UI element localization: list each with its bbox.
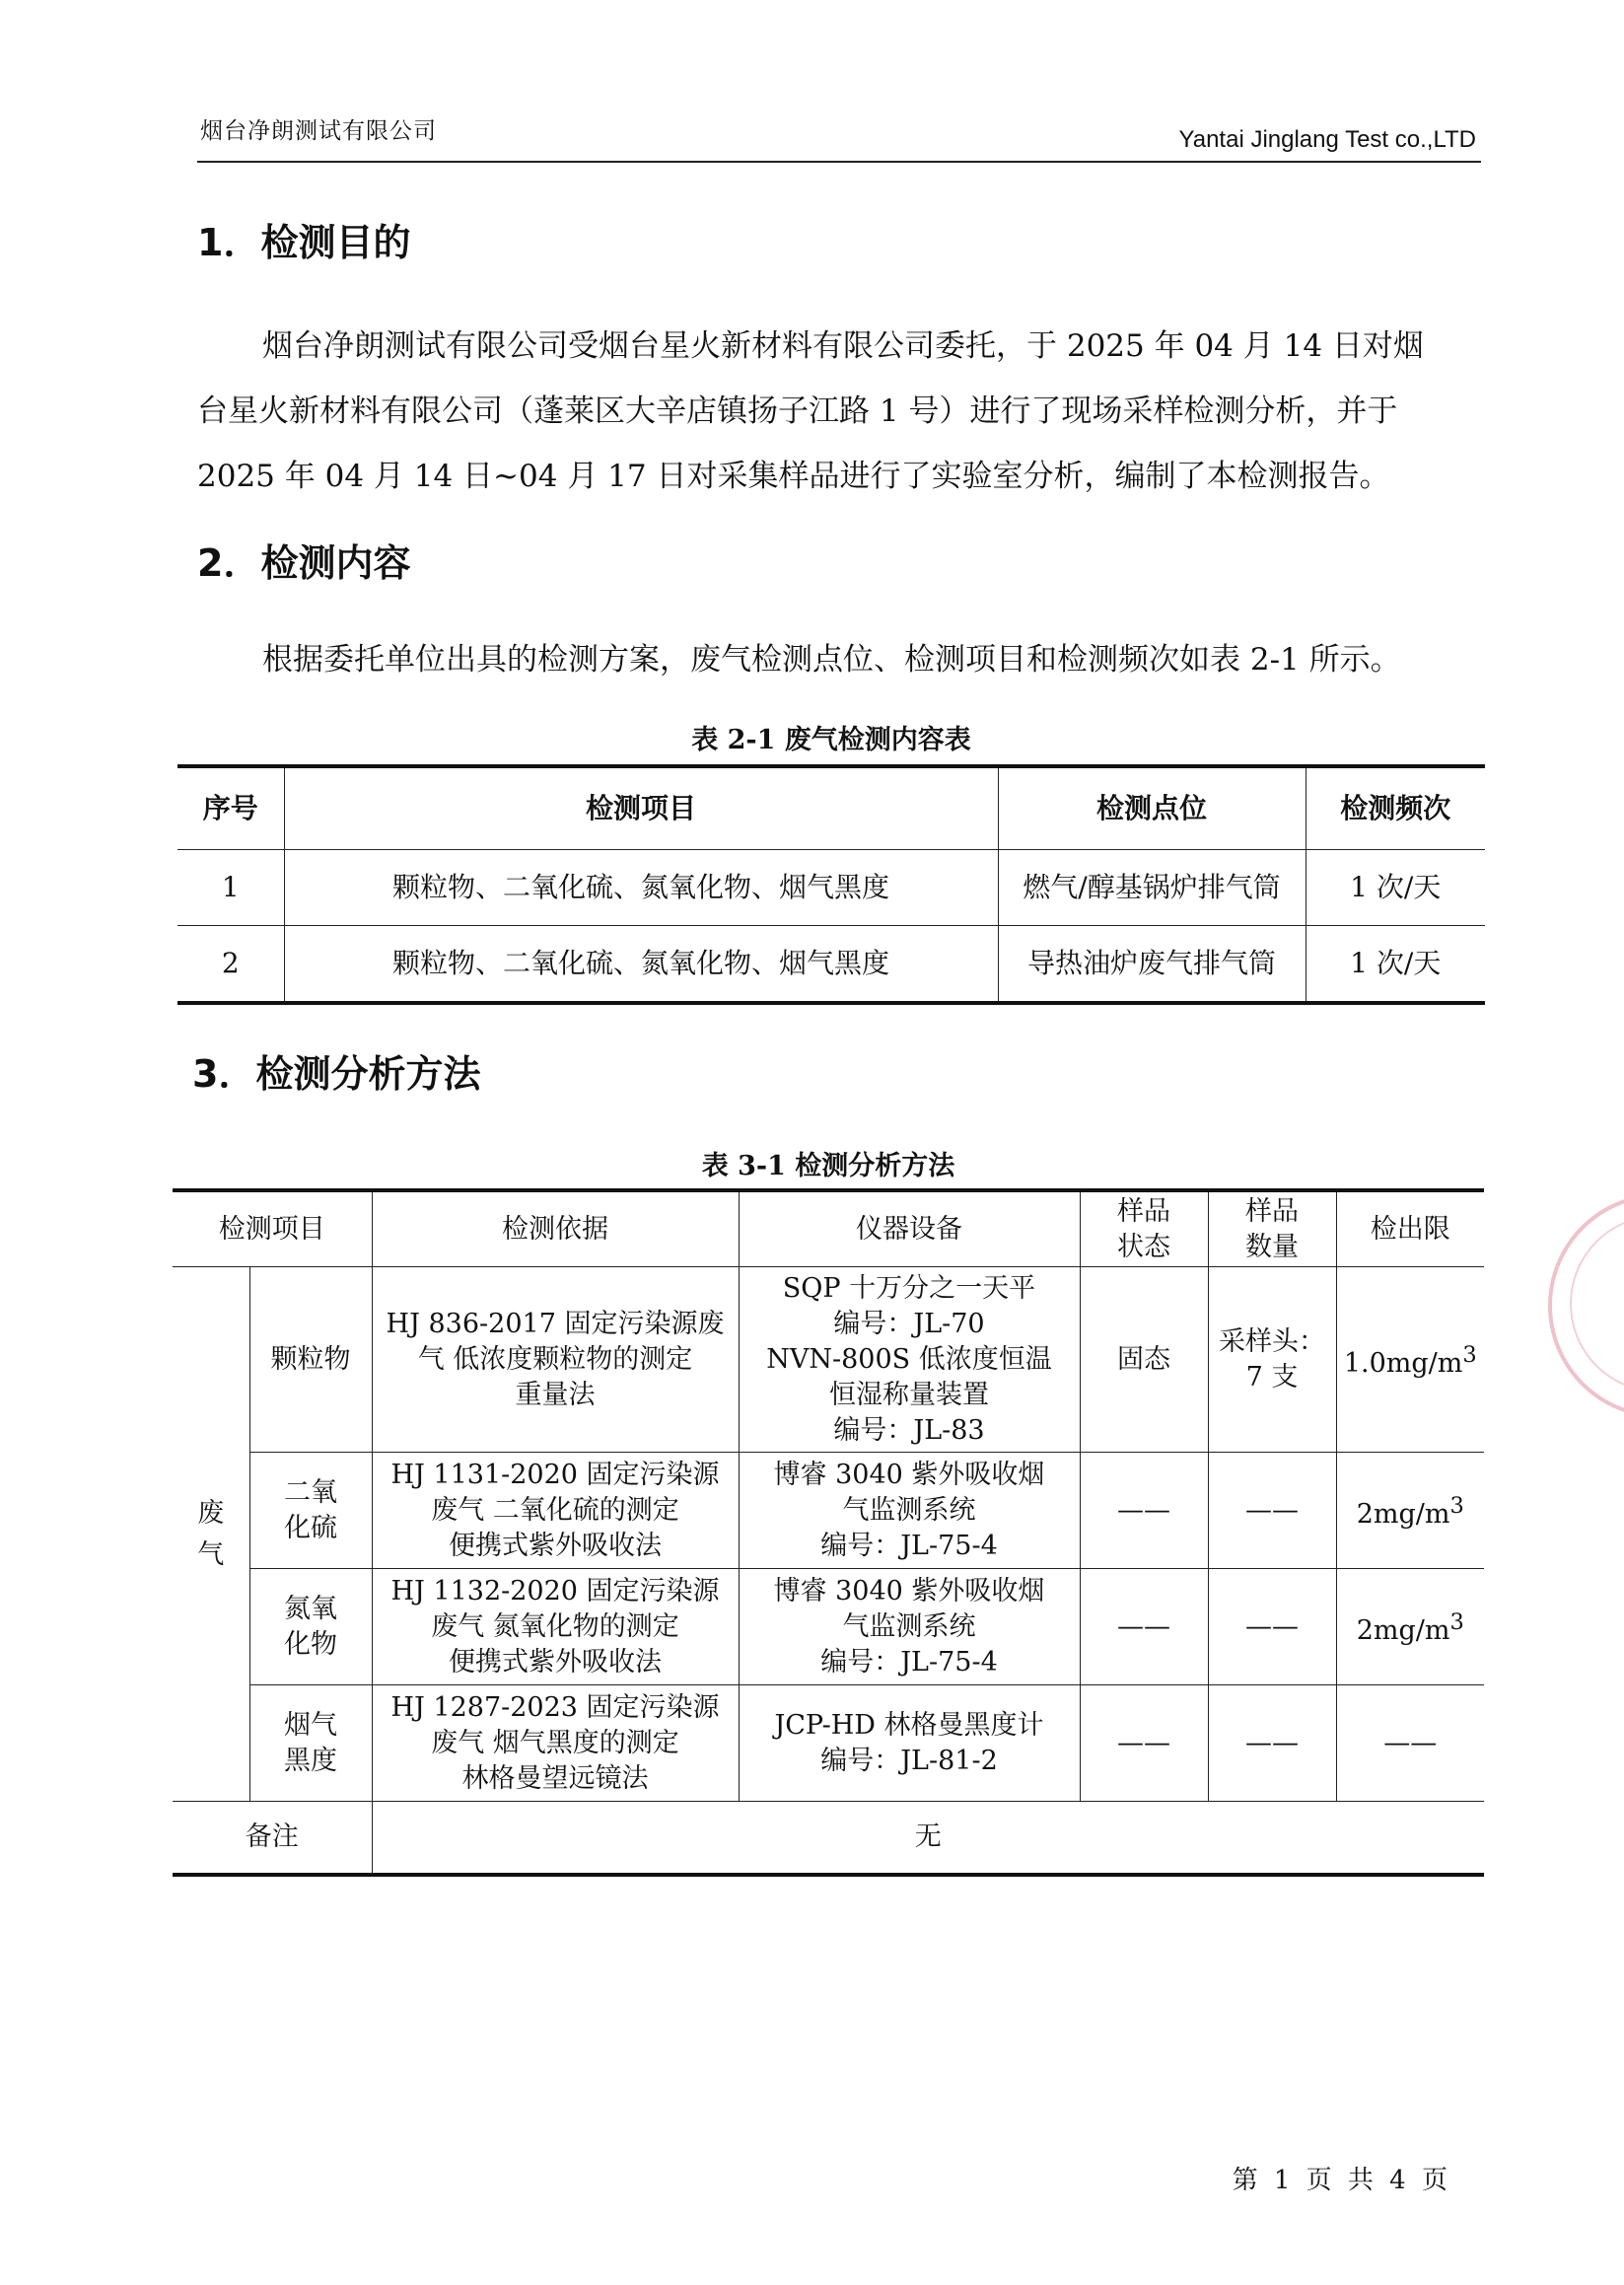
table-row	[173, 1802, 1484, 1875]
table31-header-qty	[1208, 1190, 1336, 1267]
instrument-line: JCP-HD 林格曼黑度计	[774, 1709, 1044, 1741]
item-line: 烟气	[284, 1709, 337, 1741]
instrument-line: NVN-800S 低浓度恒温	[766, 1343, 1052, 1375]
section2-title: 2．检测内容	[197, 541, 411, 585]
section1-title: 1．检测目的	[197, 221, 411, 264]
basis-line: 便携式紫外吸收法	[449, 1646, 662, 1678]
header-company-cn: 烟台净朗测试有限公司	[200, 118, 437, 144]
table21-cell: 1 次/天	[1306, 850, 1485, 926]
section2-paragraph	[197, 627, 1481, 692]
table-row	[173, 1453, 1484, 1569]
qty-line: 采样头：	[1219, 1325, 1325, 1357]
item-line: 黑度	[284, 1745, 337, 1776]
table21-cell: 燃气/醇基锅炉排气筒	[998, 850, 1306, 926]
table21-header-cell: 检测项目	[284, 766, 998, 850]
basis-line: HJ 1131-2020 固定污染源	[390, 1459, 720, 1490]
table31-limit: ——	[1336, 1685, 1484, 1802]
category-char2: 气	[197, 1538, 225, 1570]
header-rule	[197, 161, 1481, 163]
table21-header-cell: 检测点位	[998, 766, 1306, 850]
basis-line: HJ 1132-2020 固定污染源	[390, 1575, 720, 1607]
header-company-en: Yantai Jinglang Test co.,LTD	[1178, 126, 1476, 153]
basis-line: 重量法	[515, 1379, 596, 1410]
table31-state: ——	[1080, 1685, 1208, 1802]
instrument-line: 恒湿称量装置	[829, 1379, 989, 1410]
table31-state: ——	[1080, 1453, 1208, 1569]
section1-line2: 台星火新材料有限公司（蓬莱区大辛店镇扬子江路 1 号）进行了现场采样检测分析，并于	[197, 393, 1398, 429]
table31-header-basis: 检测依据	[372, 1190, 739, 1267]
limit-superscript: 3	[1462, 1342, 1477, 1368]
section3-title: 3．检测分析方法	[192, 1052, 481, 1096]
instrument-line: 博睿 3040 紫外吸收烟	[773, 1459, 1045, 1490]
instrument-line: SQP 十万分之一天平	[782, 1272, 1036, 1304]
table31-qty	[1208, 1267, 1336, 1453]
table31-instrument	[739, 1569, 1080, 1685]
table31-item	[249, 1569, 372, 1685]
header-qty-line2: 数量	[1245, 1231, 1299, 1262]
table31-basis	[372, 1569, 739, 1685]
table-row	[173, 1569, 1484, 1685]
table31-limit	[1336, 1453, 1484, 1569]
table31-instrument	[739, 1267, 1080, 1453]
table31-header-item: 检测项目	[173, 1190, 372, 1267]
basis-line: 废气 烟气黑度的测定	[431, 1727, 679, 1758]
table-row	[177, 850, 1485, 926]
qty-line: 7 支	[1245, 1361, 1299, 1392]
instrument-line: 编号：JL-81-2	[820, 1745, 998, 1776]
table31-item	[249, 1453, 372, 1569]
table21	[177, 764, 1485, 1005]
basis-line: HJ 1287-2023 固定污染源	[390, 1691, 720, 1723]
table31-header-instrument: 仪器设备	[739, 1190, 1080, 1267]
instrument-line: 气监测系统	[842, 1494, 976, 1526]
table21-cell: 颗粒物、二氧化硫、氮氧化物、烟气黑度	[284, 850, 998, 926]
table31-limit	[1336, 1267, 1484, 1453]
instrument-line: 编号：JL-75-4	[820, 1646, 998, 1678]
table31-header-row	[173, 1190, 1484, 1267]
table31-instrument	[739, 1453, 1080, 1569]
instrument-line: 气监测系统	[842, 1610, 976, 1642]
page-number: 第 1 页 共 4 页	[1232, 2166, 1451, 2195]
section1-line1: 烟台净朗测试有限公司受烟台星火新材料有限公司委托，于 2025 年 04 月 14 日对烟	[262, 328, 1424, 364]
section1-line3: 2025 年 04 月 14 日~04 月 17 日对采集样品进行了实验室分析，编制了本检测报告。	[197, 459, 1390, 494]
table31-header-state	[1080, 1190, 1208, 1267]
table31-item	[249, 1685, 372, 1802]
instrument-line: 编号：JL-70	[833, 1308, 985, 1339]
instrument-line: 博睿 3040 紫外吸收烟	[773, 1575, 1045, 1607]
table31-state: ——	[1080, 1569, 1208, 1685]
instrument-line: 编号：JL-75-4	[820, 1530, 998, 1561]
basis-line: HJ 836-2017 固定污染源废	[386, 1308, 725, 1339]
header-state-line1: 样品	[1117, 1195, 1170, 1227]
basis-line: 废气 氮氧化物的测定	[431, 1610, 679, 1642]
table-row	[173, 1267, 1484, 1453]
limit-superscript: 3	[1449, 1609, 1464, 1635]
table21-header-cell: 序号	[177, 766, 284, 850]
item-line: 化硫	[284, 1512, 337, 1543]
table21-caption: 表 2-1 废气检测内容表	[691, 725, 971, 755]
item-line: 二氧	[284, 1476, 337, 1508]
table31-basis	[372, 1267, 739, 1453]
header-state-line2: 状态	[1117, 1231, 1170, 1262]
table31-qty: ——	[1208, 1685, 1336, 1802]
table31-state: 固态	[1080, 1267, 1208, 1453]
table31-basis	[372, 1685, 739, 1802]
section1-paragraph	[197, 314, 1481, 509]
basis-line: 废气 二氧化硫的测定	[431, 1494, 679, 1526]
table31-instrument	[739, 1685, 1080, 1802]
limit-value: 2mg/m	[1356, 1615, 1450, 1646]
table31-qty: ——	[1208, 1453, 1336, 1569]
category-char1: 废	[197, 1497, 225, 1529]
table-row	[177, 926, 1485, 1004]
table21-cell: 颗粒物、二氧化硫、氮氧化物、烟气黑度	[284, 926, 998, 1004]
table31-category	[173, 1267, 249, 1802]
basis-line: 便携式紫外吸收法	[449, 1530, 662, 1561]
item-line: 氮氧	[284, 1593, 337, 1624]
section2-text: 根据委托单位出具的检测方案，废气检测点位、检测项目和检测频次如表 2-1 所示。	[262, 642, 1401, 678]
table21-header-cell: 检测频次	[1306, 766, 1485, 850]
header-qty-line1: 样品	[1245, 1195, 1299, 1227]
table31	[173, 1188, 1484, 1877]
table21-cell: 1 次/天	[1306, 926, 1485, 1004]
table-row	[173, 1685, 1484, 1802]
table21-cell: 1	[177, 850, 284, 926]
item-line: 化物	[284, 1628, 337, 1660]
table31-remark-label: 备注	[173, 1802, 372, 1875]
table21-cell: 2	[177, 926, 284, 1004]
basis-line: 林格曼望远镜法	[461, 1762, 649, 1794]
table31-qty: ——	[1208, 1569, 1336, 1685]
table31-remark-value: 无	[372, 1802, 1484, 1875]
table31-header-limit: 检出限	[1336, 1190, 1484, 1267]
instrument-line: 编号：JL-83	[833, 1414, 985, 1446]
table21-header-row	[177, 766, 1485, 850]
limit-value: 2mg/m	[1356, 1499, 1450, 1530]
limit-superscript: 3	[1449, 1493, 1464, 1519]
table31-item: 颗粒物	[249, 1267, 372, 1453]
table21-cell: 导热油炉废气排气筒	[998, 926, 1306, 1004]
table31-caption: 表 3-1 检测分析方法	[701, 1151, 955, 1181]
table31-limit	[1336, 1569, 1484, 1685]
basis-line: 气 低浓度颗粒物的测定	[417, 1343, 693, 1375]
limit-value: 1.0mg/m	[1343, 1348, 1463, 1379]
table31-basis	[372, 1453, 739, 1569]
